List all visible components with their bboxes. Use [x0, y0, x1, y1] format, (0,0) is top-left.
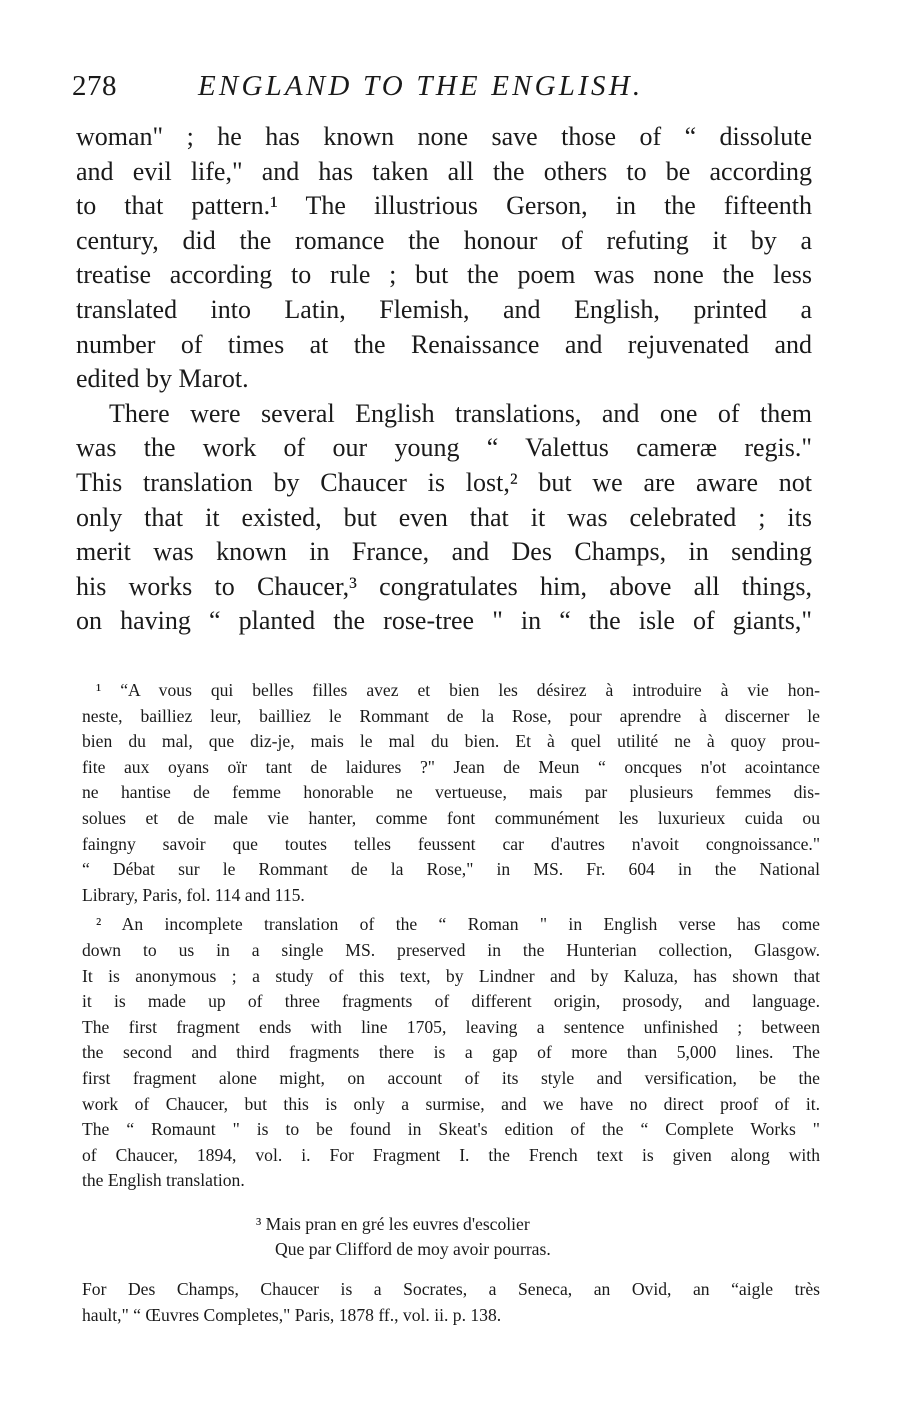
footnote-line: Library, Paris, fol. 114 and 115.: [82, 884, 305, 905]
running-title: ENGLAND TO THE ENGLISH.: [198, 70, 644, 102]
text-line: on having “ planted the rose-tree " in “ the isle of giants,": [76, 606, 812, 636]
text-line: edited by Marot.: [76, 364, 249, 394]
footnote-line: For Des Champs, Chaucer is a Socrates, a Seneca, an Ovid, an “aigle très: [82, 1279, 820, 1300]
footnote-1: [82, 678, 820, 908]
verse-line: Que par Clifford de moy avoir pourras.: [275, 1239, 551, 1260]
text-line: and evil life," and has taken all the others to be according: [76, 156, 812, 186]
text-line: treatise according to rule ; but the poem was none the less: [76, 260, 812, 290]
footnote-line: bien du mal, que diz-je, mais le mal du bien. Et à quel utilité ne à quoy prou-: [82, 731, 820, 752]
footnote-line: ne hantise de femme honorable ne vertueuse, mais par plusieurs femmes dis-: [82, 782, 820, 803]
footnote-3: [82, 1212, 820, 1328]
footnote-line: ¹ “A vous qui belles filles avez et bien les désirez à introduire à vie hon-: [96, 680, 820, 700]
footnote-line: ² An incomplete translation of the “ Roman " in English verse has come: [96, 914, 820, 935]
footnote-line: neste, bailliez leur, bailliez le Rommant de la Rose, pour aprendre à discerner le: [82, 705, 820, 726]
text-line: number of times at the Renaissance and rejuvenated and: [76, 329, 812, 359]
footnote-line: of Chaucer, 1894, vol. i. For Fragment I. the French text is given along with: [82, 1144, 820, 1165]
text-line: translated into Latin, Flemish, and English, printed a: [76, 294, 812, 324]
footnote-line: the second and third fragments there is a gap of more than 5,000 lines. The: [82, 1042, 820, 1063]
main-text: [76, 120, 812, 639]
footnote-line: The “ Romaunt " is to be found in Skeat's edition of the “ Complete Works ": [82, 1119, 820, 1140]
footnote-line: down to us in a single MS. preserved in the Hunterian collection, Glasgow.: [82, 939, 820, 960]
text-line: was the work of our young “ Valettus cameræ regis.": [76, 433, 812, 463]
text-line: woman" ; he has known none save those of “ dissolute: [76, 122, 812, 151]
verse-line: ³ Mais pran en gré les euvres d'escolier: [256, 1213, 530, 1234]
text-line: There were several English translations, and one of them: [109, 398, 812, 428]
text-line: merit was known in France, and Des Champs, in sending: [76, 537, 812, 567]
footnote-line: hault," “ Œuvres Completes," Paris, 1878 ff., vol. ii. p. 138.: [82, 1304, 502, 1325]
text-line: only that it existed, but even that it was celebrated ; its: [76, 502, 812, 532]
footnote-line: faingny savoir que toutes telles feussent car d'autres n'avoit congnoissance.": [82, 833, 820, 854]
text-line: century, did the romance the honour of refuting it by a: [76, 225, 812, 255]
page-number: 278: [72, 70, 117, 102]
text-line: to that pattern.¹ The illustrious Gerson, in the fifteenth: [76, 191, 812, 221]
footnote-line: solues et de male vie hanter, comme font communément les luxurieux cuida ou: [82, 807, 820, 828]
footnote-2: [82, 912, 820, 1194]
text-line: This translation by Chaucer is lost,² but we are aware not: [76, 467, 812, 497]
footnote-line: first fragment alone might, on account of its style and versification, be the: [82, 1067, 820, 1088]
footnote-line: the English translation.: [82, 1170, 245, 1191]
footnote-line: it is made up of three fragments of different origin, prosody, and language.: [82, 991, 820, 1012]
footnote-line: fite aux oyans oïr tant de laidures ?" Jean de Meun “ oncques n'ot acointance: [82, 756, 820, 777]
footnotes: [82, 678, 820, 1328]
text-line: his works to Chaucer,³ congratulates him, above all things,: [76, 571, 812, 601]
footnote-line: The first fragment ends with line 1705, leaving a sentence unfinished ; between: [82, 1016, 820, 1037]
footnote-line: It is anonymous ; a study of this text, by Lindner and by Kaluza, has shown that: [82, 965, 820, 986]
footnote-line: “ Débat sur le Rommant de la Rose," in MS. Fr. 604 in the National: [82, 859, 820, 880]
footnote-line: work of Chaucer, but this is only a surmise, and we have no direct proof of it.: [82, 1093, 820, 1114]
running-header: [72, 66, 832, 106]
